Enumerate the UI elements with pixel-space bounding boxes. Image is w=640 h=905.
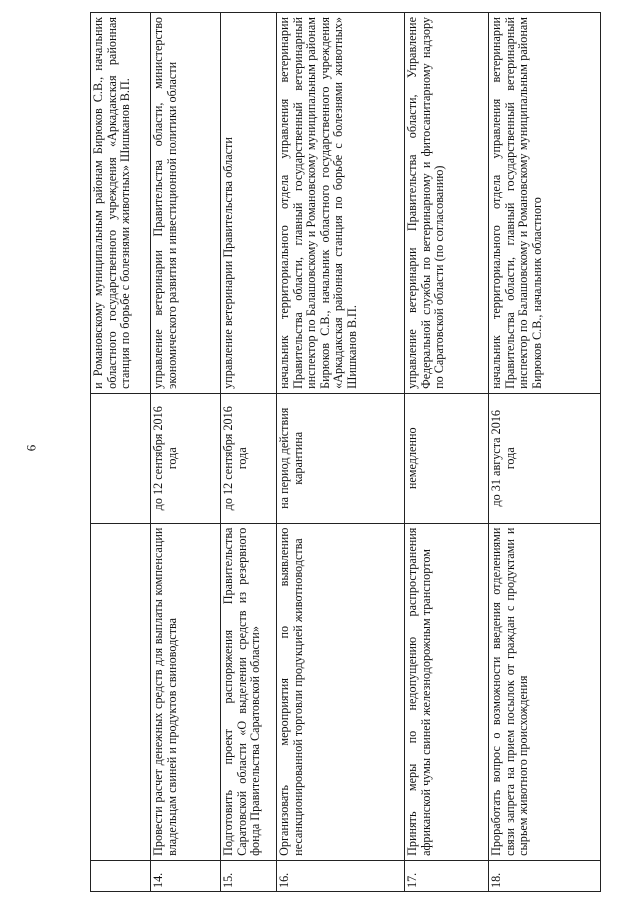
table-row — [489, 13, 601, 892]
row-number: 17. — [405, 860, 489, 891]
deadline-cell: до 31 августа 2016 года — [489, 393, 601, 523]
deadline-cell: немедленно — [405, 393, 489, 523]
table-row — [151, 13, 221, 892]
deadline-cell: до 12 сентября 2016 года — [221, 393, 277, 523]
task-cell: Подготовить проект распоряжения Правительства Саратовской области «О выделении средств из резервного фонда Правительства Саратовской области» — [221, 523, 277, 860]
responsible-cell: и Романовскому муниципальным районам Бирюков С.В., начальник областного государственного учреждения «Аркадакская районная станция по борьбе с болезнями животных» Шишканов В.П. — [91, 13, 151, 394]
task-cell: Проработать вопрос о возможности введения отделениями связи запрета на прием посылок от граждан с продуктами и сырьем животного происхождения — [489, 523, 601, 860]
row-number: 18. — [489, 860, 601, 891]
table-row — [91, 13, 151, 892]
responsible-cell: начальник территориального отдела управления ветеринарии Правительства области, главный государственный ветеринарный инспектор по Балашовскому и Романовскому муниципальным районам Бирюков С.В., начальник областного государственного учреждения «Аркадакская районная станция по борьбе с болезнями животных» Шишканов В.П. — [277, 13, 405, 394]
deadline-cell: на период действия карантина — [277, 393, 405, 523]
row-number: 16. — [277, 860, 405, 891]
measures-table — [90, 12, 601, 892]
table-row — [221, 13, 277, 892]
table-row — [405, 13, 489, 892]
task-cell — [91, 523, 151, 860]
responsible-cell: управление ветеринарии Правительства области, Управление Федеральной службы по ветеринарному и фитосанитарному надзору по Саратовской области (по согласованию) — [405, 13, 489, 394]
responsible-cell: управление ветеринарии Правительства области — [221, 13, 277, 394]
row-number: 14. — [151, 860, 221, 891]
responsible-cell: начальник территориального отдела управления ветеринарии Правительства области, главный государственный ветеринарный инспектор по Балашовскому и Романовскому муниципальным районам Бирюков С.В., начальник областного — [489, 13, 601, 394]
table-row — [277, 13, 405, 892]
deadline-cell — [91, 393, 151, 523]
task-cell: Принять меры по недопущению распространения африканской чумы свиней железнодорожным транспортом — [405, 523, 489, 860]
row-number: 15. — [221, 860, 277, 891]
rotated-table-container — [90, 12, 600, 892]
task-cell: Провести расчет денежных средств для выплаты компенсации владельцам свиней и продуктов свиноводства — [151, 523, 221, 860]
deadline-cell: до 12 сентября 2016 года — [151, 393, 221, 523]
row-number — [91, 860, 151, 891]
task-cell: Организовать мероприятия по выявлению несанкционированной торговли продукцией животноводства — [277, 523, 405, 860]
responsible-cell: управление ветеринарии Правительства области, министерство экономического развития и инвестиционной политики области — [151, 13, 221, 394]
page-number: 6 — [23, 444, 39, 452]
